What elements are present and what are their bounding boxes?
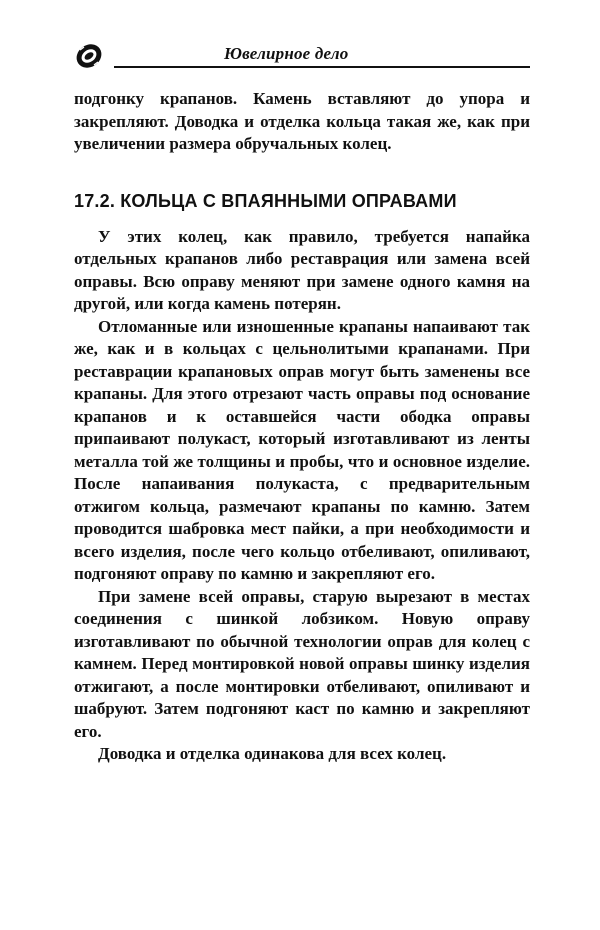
ring-logo-icon: [74, 40, 106, 72]
section-title: 17.2. КОЛЬЦА С ВПАЯННЫМИ ОПРАВАМИ: [74, 190, 457, 211]
paragraph: Доводка и отделка одинакова для всех колец.: [98, 744, 447, 763]
paragraph-continued: подгонку крапанов. Камень вставляют до упора и закрепляют. Доводка и отделка кольца такая же, как при увеличении размера обручальных колец.: [74, 89, 530, 153]
paragraph: У этих колец, как правило, требуется напайка отдельных крапанов либо реставрация или замена всей оправы. Всю оправу меняют при замене одного камня на другой, или когда камень потерян.: [74, 226, 530, 313]
paragraph: Отломанные или изношенные крапаны напаивают так же, как и в кольцах с цельнолитыми крапанами. При реставрации крапановых оправ могут быть заменены все крапаны. Для этого отрезают часть оправы под основание крапанов и к оставшейся части ободка оправы припаивают полукаст, который изготавливают из ленты металла той же толщины и пробы, что и основное изделие. После напаивания полукаста, с предварительным отжигом кольца, размечают крапаны по камню. Затем проводится шабровка мест пайки, а при необходимости и всего изделия, после чего кольцо отбеливают, опиливают, подгоняют оправу по камню и закрепляют его.: [74, 316, 530, 583]
running-header-title: Ювелирное дело: [224, 44, 349, 63]
page-body: [74, 88, 530, 766]
paragraph: При замене всей оправы, старую вырезают в местах соединения с шинкой лобзиком. Новую оправу изготавливают по обычной технологии оправ для колец с камнем. Перед монтировкой новой оправы шинку изделия отжигают, а после монтировки отбеливают, опиливают и шабруют. Затем подгоняют каст по камню и закрепляют его.: [74, 586, 530, 741]
header-rule: [114, 66, 530, 68]
page-header: [74, 40, 530, 72]
